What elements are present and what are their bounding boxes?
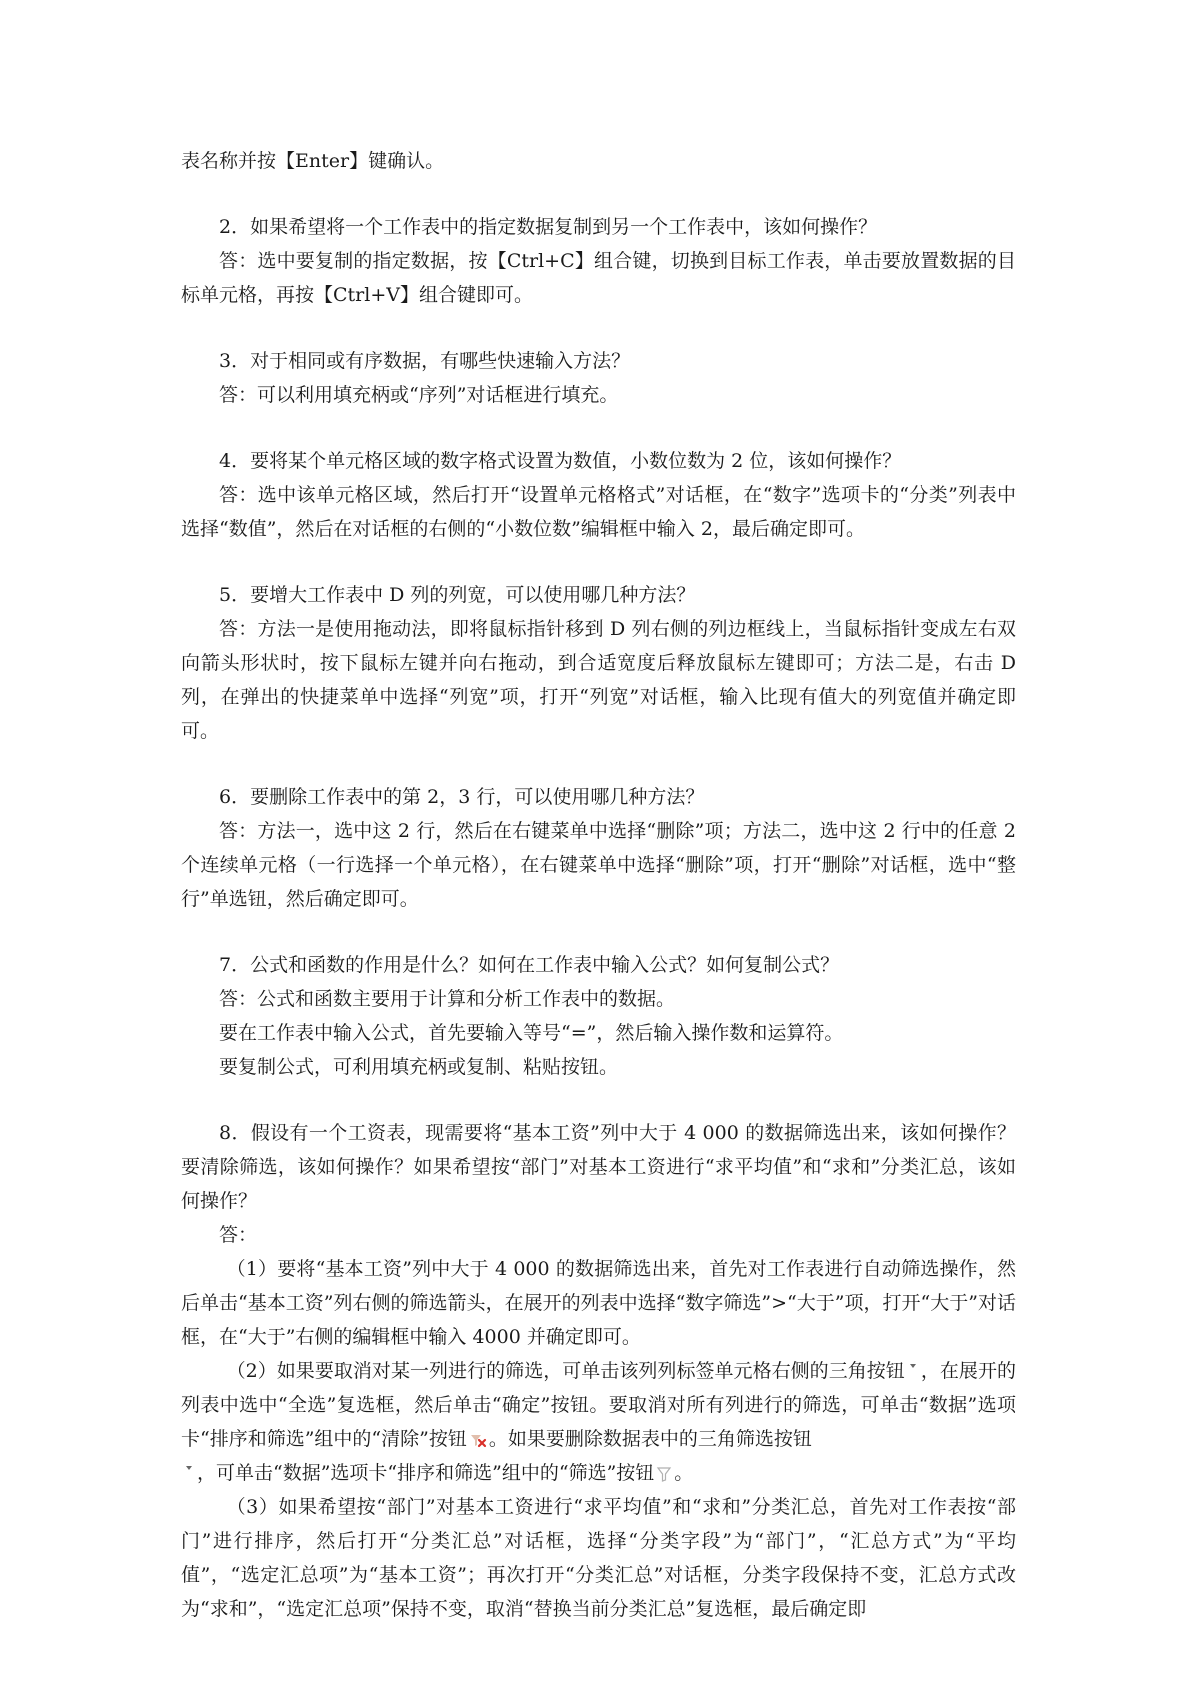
question-5: 5．要增大工作表中 D 列的列宽，可以使用哪几种方法？ bbox=[219, 584, 696, 606]
question-3: 3．对于相同或有序数据，有哪些快速输入方法？ bbox=[219, 350, 631, 372]
answer-7-line-1: 答：公式和函数主要用于计算和分析工作表中的数据。 bbox=[219, 988, 676, 1010]
answer-8-label: 答： bbox=[219, 1224, 258, 1246]
dropdown-triangle-icon bbox=[183, 1462, 195, 1474]
answer-2: 答：选中要复制的指定数据，按【Ctrl+C】组合键，切换到目标工作表，单击要放置数据的目标单元格，再按【Ctrl+V】组合键即可。 bbox=[181, 250, 1016, 306]
clear-filter-icon bbox=[469, 1431, 487, 1449]
answer-6: 答：方法一，选中这 2 行，然后在右键菜单中选择“删除”项；方法二，选中这 2 行中的任意 2 个连续单元格（一行选择一个单元格），在右键菜单中选择“删除”项，打开“删除”对话框，选中“整行”单选钮，然后确定即可。 bbox=[181, 820, 1016, 910]
answer-7-line-3: 要复制公式，可利用填充柄或复制、粘贴按钮。 bbox=[219, 1056, 619, 1078]
question-8: 8．假设有一个工资表，现需要将“基本工资”列中大于 4 000 的数据筛选出来，该如何操作？要清除筛选，该如何操作？如果希望按“部门”对基本工资进行“求平均值”和“求和”分类汇总，该如何操作？ bbox=[181, 1122, 1016, 1212]
answer-8-part-2 bbox=[181, 1354, 1016, 1490]
answer-5: 答：方法一是使用拖动法，即将鼠标指针移到 D 列右侧的列边框线上，当鼠标指针变成左右双向箭头形状时，按下鼠标左键并向右拖动，到合适宽度后释放鼠标左键即可；方法二是，右击 D 列，在弹出的快捷菜单中选择“列宽”项，打开“列宽”对话框，输入比现有值大的列宽值并确定即可。 bbox=[181, 618, 1016, 742]
spacer bbox=[181, 748, 1016, 780]
document-page bbox=[181, 144, 1016, 1626]
spacer bbox=[181, 1084, 1016, 1116]
question-6: 6．要删除工作表中的第 2，3 行，可以使用哪几种方法？ bbox=[219, 786, 705, 808]
filter-icon bbox=[656, 1465, 672, 1483]
answer-7-line-2: 要在工作表中输入公式，首先要输入等号“=”，然后输入操作数和运算符。 bbox=[219, 1022, 844, 1044]
paragraph-continuation: 表名称并按【Enter】键确认。 bbox=[181, 150, 445, 172]
answer-8-part-1: （1）要将“基本工资”列中大于 4 000 的数据筛选出来，首先对工作表进行自动筛选操作，然后单击“基本工资”列右侧的筛选箭头，在展开的列表中选择“数字筛选”>“大于”项，打开“大于”对话框，在“大于”右侧的编辑框中输入 4000 并确定即可。 bbox=[181, 1258, 1016, 1348]
spacer bbox=[181, 312, 1016, 344]
question-7: 7．公式和函数的作用是什么？如何在工作表中输入公式？如何复制公式？ bbox=[219, 954, 840, 976]
answer-8-part-2-text-c: 。如果要删除数据表中的三角筛选按钮 bbox=[488, 1428, 812, 1450]
answer-8-part-2-text-d: ，可单击“数据”选项卡“排序和筛选”组中的“筛选”按钮 bbox=[197, 1462, 655, 1484]
question-4: 4．要将某个单元格区域的数字格式设置为数值，小数位数为 2 位，该如何操作？ bbox=[219, 450, 902, 472]
answer-8-part-2-text-b: ，在展开的列表中选中“全选”复选框，然后单击“确定”按钮。要取消对所有列进行的筛选，可单击“数据”选项卡“排序和筛选”组中的“清除”按钮 bbox=[181, 1360, 1016, 1450]
answer-4: 答：选中该单元格区域，然后打开“设置单元格格式”对话框，在“数字”选项卡的“分类”列表中选择“数值”，然后在对话框的右侧的“小数位数”编辑框中输入 2，最后确定即可。 bbox=[181, 484, 1016, 540]
answer-8-part-3: （3）如果希望按“部门”对基本工资进行“求平均值”和“求和”分类汇总，首先对工作表按“部门”进行排序，然后打开“分类汇总”对话框，选择“分类字段”为“部门”，“汇总方式”为“平均值”，“选定汇总项”为“基本工资”；再次打开“分类汇总”对话框，分类字段保持不变，汇总方式改为“求和”，“选定汇总项”保持不变，取消“替换当前分类汇总”复选框，最后确定即 bbox=[181, 1496, 1016, 1620]
spacer bbox=[181, 178, 1016, 210]
answer-3: 答：可以利用填充柄或“序列”对话框进行填充。 bbox=[219, 384, 619, 406]
answer-8-part-2-text-a: （2）如果要取消对某一列进行的筛选，可单击该列列标签单元格右侧的三角按钮 bbox=[226, 1360, 905, 1382]
spacer bbox=[181, 916, 1016, 948]
answer-8-part-2-text-e: 。 bbox=[674, 1462, 694, 1484]
question-2: 2．如果希望将一个工作表中的指定数据复制到另一个工作表中，该如何操作？ bbox=[219, 216, 878, 238]
spacer bbox=[181, 546, 1016, 578]
dropdown-triangle-icon bbox=[907, 1360, 919, 1372]
spacer bbox=[181, 412, 1016, 444]
